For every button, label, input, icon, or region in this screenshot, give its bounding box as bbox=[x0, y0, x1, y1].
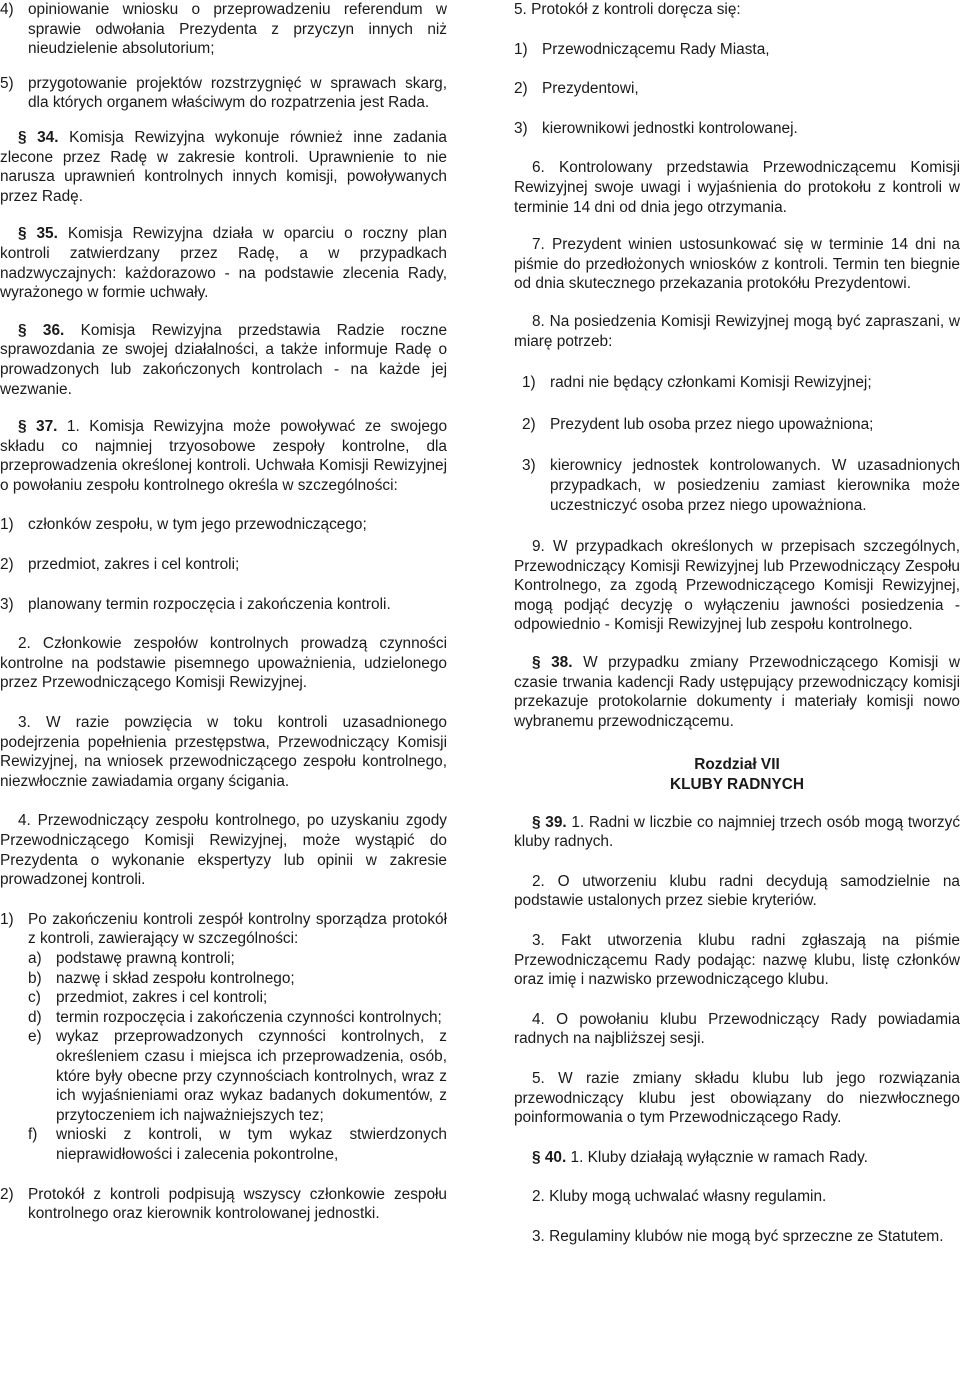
list-item bbox=[0, 555, 447, 575]
list-text: Prezydent lub osoba przez niego upoważniona; bbox=[550, 415, 874, 433]
paragraph-39 bbox=[514, 813, 960, 852]
left-column bbox=[0, 0, 447, 1224]
list-item bbox=[0, 515, 447, 535]
sub-list bbox=[0, 949, 447, 1165]
section-number: 35. bbox=[36, 225, 58, 243]
paragraph-38 bbox=[514, 653, 960, 731]
section-sign: § bbox=[532, 813, 541, 831]
sub-list-item bbox=[28, 1027, 447, 1125]
list-item bbox=[0, 1185, 447, 1224]
paragraph-39-2: 2. O utworzeniu klubu radni decydują samodzielnie na podstawie ustalonych przez siebie kryteriów. bbox=[514, 872, 960, 910]
paragraph-40-2: 2. Kluby mogą uchwalać własny regulamin. bbox=[532, 1188, 827, 1206]
list-number: 1) bbox=[0, 516, 14, 534]
list-text: przygotowanie projektów rozstrzygnięć w sprawach skarg, dla których organem właściwym do rozpatrzenia jest Rada. bbox=[28, 74, 447, 112]
paragraph-9: 9. W przypadkach określonych w przepisach szczególnych, Przewodniczący Komisji Rewizyjnej lub Przewodniczący Zespołu Kontrolnego, za zgodą Przewodniczącego Komisji Rewizyjnej, mogą podjąć decyzję o wyłączeniu jawności posiedzenia - odpowiednio - Komisji Rewizyjnej lub zespołu kontrolnego. bbox=[514, 538, 960, 634]
list-item bbox=[0, 595, 447, 615]
list-number: 1) bbox=[522, 374, 536, 392]
list-text: Prezydentowi, bbox=[542, 80, 639, 98]
list-item bbox=[522, 373, 960, 393]
paragraph-34 bbox=[0, 128, 447, 206]
list-text: przedmiot, zakres i cel kontroli; bbox=[28, 556, 240, 574]
list-text: kierownikowi jednostki kontrolowanej. bbox=[542, 119, 798, 137]
sub-list-item bbox=[28, 1125, 447, 1164]
list-item bbox=[522, 456, 960, 515]
paragraph-35 bbox=[0, 224, 447, 302]
paragraph-8: 8. Na posiedzenia Komisji Rewizyjnej mogą być zapraszani, w miarę potrzeb: bbox=[514, 312, 960, 350]
paragraph-37 bbox=[0, 417, 447, 495]
section-number: 40. bbox=[544, 1148, 567, 1166]
section-number: 36. bbox=[42, 321, 65, 339]
sub-list-letter: e) bbox=[28, 1028, 42, 1046]
paragraph-7: 7. Prezydent winien ustosunkować się w terminie 14 dni na piśmie do przedłożonych wniosków z kontroli. Termin ten biegnie od dnia skutecznego przekazania protokółu Prezydentowi. bbox=[514, 236, 960, 293]
list-number: 5) bbox=[0, 74, 14, 92]
list-item bbox=[514, 119, 960, 139]
sub-list-text: podstawę prawną kontroli; bbox=[56, 949, 235, 967]
invitees-list bbox=[514, 373, 960, 515]
section-number: 34. bbox=[37, 128, 59, 146]
list-number: 4) bbox=[0, 1, 14, 18]
list-number: 2) bbox=[522, 415, 536, 433]
list-number: 2) bbox=[0, 556, 14, 574]
list-text: członków zespołu, w tym jego przewodniczącego; bbox=[28, 516, 367, 534]
section-sign: § bbox=[18, 225, 27, 243]
list-number: 3) bbox=[0, 595, 14, 613]
paragraph-text: W przypadku zmiany Przewodniczącego Komisji w czasie trwania kadencji Rady ustępujący przewodniczący komisji przekazuje protokolarnie dokumenty i materiały komisji nowo wybranemu przewodniczącemu. bbox=[514, 654, 960, 730]
paragraph-6: 6. Kontrolowany przedstawia Przewodniczącemu Komisji Rewizyjnej swoje uwagi i wyjaśnienia do protokołu z kontroli w terminie 14 dni od dnia jego otrzymania. bbox=[514, 159, 960, 216]
paragraph-5: 5. Protokół z kontroli doręcza się: bbox=[514, 1, 741, 18]
section-number: 37. bbox=[36, 418, 58, 436]
sub-list-letter: a) bbox=[28, 949, 42, 967]
sub-list-text: wnioski z kontroli, w tym wykaz stwierdzonych nieprawidłowości i zalecenia pokontrolne, bbox=[56, 1126, 447, 1163]
section-sign: § bbox=[18, 128, 27, 146]
sub-list-text: termin rozpoczęcia i zakończenia czynności kontrolnych; bbox=[56, 1008, 442, 1026]
paragraph-text: 1. Radni w liczbie co najmniej trzech osób mogą tworzyć kluby radnych. bbox=[514, 813, 960, 851]
chapter-subtitle: KLUBY RADNYCH bbox=[670, 776, 804, 794]
sub-list-letter: d) bbox=[28, 1008, 42, 1026]
list-text: opiniowanie wniosku o przeprowadzeniu referendum w sprawie odwołania Prezydenta z przyczyn innych niż nieudzielenie absolutorium; bbox=[28, 1, 447, 58]
paragraph-37-2: 2. Członkowie zespołów kontrolnych prowadzą czynności kontrolne na podstawie pisemnego upoważnienia, udzielonego przez Przewodniczącego Komisji Rewizyjnej. bbox=[0, 635, 447, 692]
list-number: 2) bbox=[0, 1185, 14, 1203]
paragraph-39-4: 4. O powołaniu klubu Przewodniczący Rady powiadamia radnych na najbliższej sesji. bbox=[514, 1010, 960, 1048]
sub-list-text: wykaz przeprowadzonych czynności kontrolnych, z określeniem czasu i miejsca ich przeprowadzenia, osób, które były obecne przy czynnościach kontrolnych, wraz z ich wyjaśnieniami oraz wykaz badanych dokumentów, z przytoczeniem ich najważniejszych tez; bbox=[56, 1028, 447, 1124]
list-number: 1) bbox=[514, 40, 528, 58]
list-text: kierownicy jednostek kontrolowanych. W uzasadnionych przypadkach, w posiedzeniu zamiast kierownika może uczestniczyć osoba przez niego upoważniona. bbox=[550, 457, 960, 514]
list-number: 3) bbox=[514, 119, 528, 137]
sub-list-letter: f) bbox=[28, 1126, 38, 1144]
chapter-title: Rozdział VII bbox=[694, 756, 780, 774]
list-text: planowany termin rozpoczęcia i zakończenia kontroli. bbox=[28, 595, 391, 613]
sub-list-text: przedmiot, zakres i cel kontroli; bbox=[56, 989, 268, 1007]
paragraph-text: Komisja Rewizyjna wykonuje również inne zadania zlecone przez Radę w zakresie kontroli. Uprawnienie to nie narusza uprawnień kontrolnych innych komisji, powoływanych przez Radę. bbox=[0, 128, 447, 205]
sub-list-item bbox=[28, 949, 447, 969]
section-number: 38. bbox=[551, 654, 573, 672]
paragraph-text: 1. Komisja Rewizyjna może powoływać ze swojego składu co najmniej trzyosobowe zespoły kontrolne, dla przeprowadzenia określonej kontroli. Uchwała Komisji Rewizyjnej o powołaniu zespołu kontrolnego określa w szczególności: bbox=[0, 418, 447, 494]
paragraph-37-3: 3. W razie powzięcia w toku kontroli uzasadnionego podejrzenia popełnienia przestępstwa, Przewodniczący Komisji Rewizyjnej, na wniosek przewodniczącego zespołu kontrolnego, niezwłocznie zawiadamia organy ścigania. bbox=[0, 714, 447, 790]
paragraph-text: Komisja Rewizyjna działa w oparciu o roczny plan kontroli zatwierdzany przez Radę, a w przypadkach nadzwyczajnych: każdorazowo - na podstawie zlecenia Rady, wyrażonego w formie uchwały. bbox=[0, 225, 448, 302]
paragraph-37-4: 4. Przewodniczący zespołu kontrolnego, po uzyskaniu zgody Przewodniczącego Komisji Rewizyjnej, może wystąpić do Prezydenta o wykonanie ekspertyzy lub opinii w zakresie prowadzonej kontroli. bbox=[0, 812, 447, 889]
list-text: Po zakończeniu kontroli zespół kontrolny sporządza protokół z kontroli, zawierający w szczególności: bbox=[28, 910, 447, 948]
list-number: 2) bbox=[514, 80, 528, 98]
list-text: radni nie będący członkami Komisji Rewizyjnej; bbox=[550, 374, 872, 392]
paragraph-39-5: 5. W razie zmiany składu klubu lub jego rozwiązania przewodniczący klubu jest obowiązany do niezwłocznego poinformowania o tym Przewodniczącego Rady. bbox=[514, 1069, 960, 1127]
paragraph-40 bbox=[514, 1148, 960, 1168]
list-text: Protokół z kontroli podpisują wszyscy członkowie zespołu kontrolnego oraz kierownik kontrolowanej jednostki. bbox=[28, 1185, 447, 1223]
list-item bbox=[0, 74, 447, 113]
list-item bbox=[522, 415, 960, 435]
sub-list-letter: c) bbox=[28, 989, 41, 1007]
paragraph-40-3: 3. Regulaminy klubów nie mogą być sprzeczne ze Statutem. bbox=[532, 1227, 944, 1245]
section-number: 39. bbox=[545, 813, 567, 831]
list-number: 1) bbox=[0, 910, 14, 928]
list-item bbox=[514, 40, 960, 60]
section-sign: § bbox=[18, 321, 27, 339]
sub-list-text: nazwę i skład zespołu kontrolnego; bbox=[56, 969, 295, 987]
list-item bbox=[0, 910, 447, 949]
list-item bbox=[514, 79, 960, 99]
sub-list-item bbox=[28, 1008, 447, 1028]
section-sign: § bbox=[532, 1148, 541, 1166]
paragraph-39-3: 3. Fakt utworzenia klubu radni zgłaszają na piśmie Przewodniczącemu Rady podając: nazwę klubu, listę członków oraz imię i nazwisko przewodniczącego klubu. bbox=[514, 932, 960, 989]
right-column bbox=[514, 0, 960, 1247]
paragraph-text: Komisja Rewizyjna przedstawia Radzie roczne sprawozdania ze swojej działalności, a także informuje Radę o prowadzonych lub zakończonych kontrolach - na każde jej wezwanie. bbox=[0, 321, 447, 398]
list-number: 3) bbox=[522, 457, 536, 475]
list-item bbox=[0, 0, 447, 59]
sub-list-item bbox=[28, 969, 447, 989]
sub-list-letter: b) bbox=[28, 969, 42, 987]
paragraph-36 bbox=[0, 321, 447, 399]
list-text: Przewodniczącemu Rady Miasta, bbox=[542, 40, 770, 58]
paragraph-text: 1. Kluby działają wyłącznie w ramach Rady. bbox=[570, 1148, 868, 1166]
section-sign: § bbox=[18, 418, 27, 436]
section-sign: § bbox=[532, 654, 541, 672]
sub-list-item bbox=[28, 988, 447, 1008]
